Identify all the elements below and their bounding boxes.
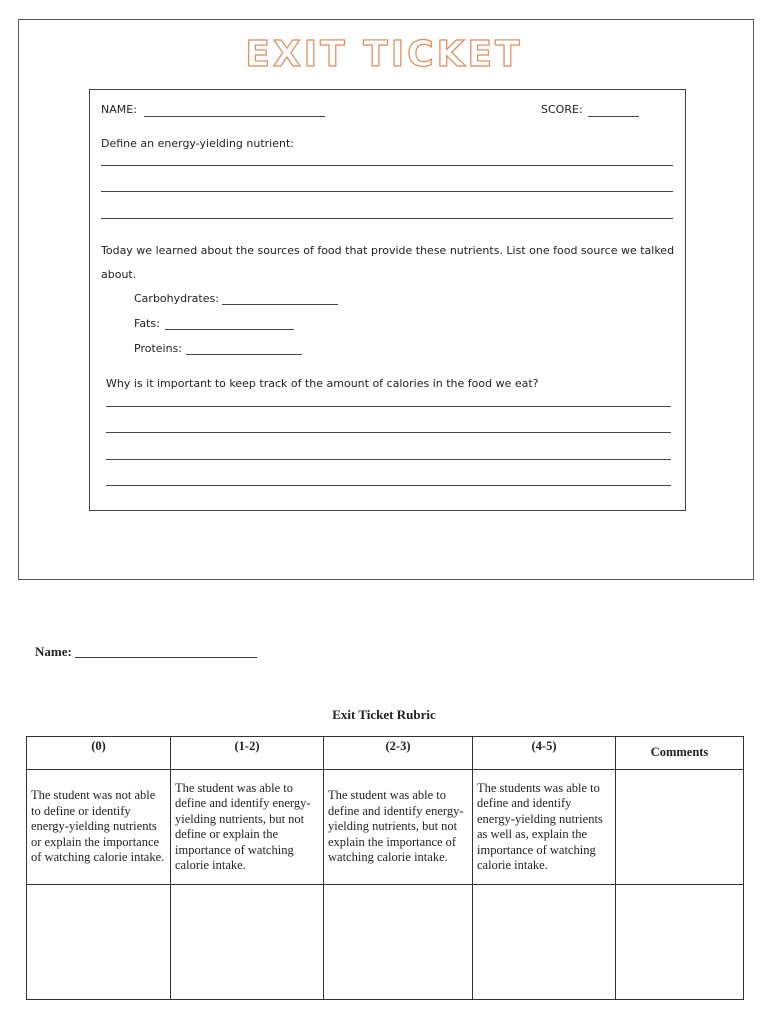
name-blank[interactable] — [144, 116, 325, 117]
carbohydrates-label: Carbohydrates: — [134, 292, 219, 305]
rubric-header-1-2: (1-2) — [171, 737, 324, 770]
define-prompt: Define an energy-yielding nutrient: — [101, 137, 294, 150]
rubric-score-cell-1-2[interactable] — [171, 885, 324, 1000]
rubric-title: Exit Ticket Rubric — [332, 707, 436, 722]
rubric-score-cell-4-5[interactable] — [473, 885, 616, 1000]
answer-line[interactable] — [106, 406, 671, 407]
name-label: NAME: — [101, 103, 137, 116]
exit-ticket-title: EXIT TICKET — [245, 34, 523, 75]
score-blank[interactable] — [588, 116, 639, 117]
rubric-score-row — [27, 885, 744, 1000]
rubric-cell-comments[interactable] — [616, 770, 744, 885]
rubric-header-2-3: (2-3) — [324, 737, 473, 770]
sources-prompt-line1: Today we learned about the sources of food that provide these nutrients. List one food source we talked — [101, 244, 675, 257]
proteins-blank[interactable] — [186, 354, 302, 355]
proteins-label: Proteins: — [134, 342, 182, 355]
fats-label: Fats: — [134, 317, 160, 330]
answer-line[interactable] — [106, 485, 671, 486]
answer-line[interactable] — [106, 459, 671, 460]
answer-line[interactable] — [101, 191, 673, 192]
carbohydrates-blank[interactable] — [222, 304, 338, 305]
exit-ticket-card — [89, 89, 686, 511]
fats-blank[interactable] — [165, 329, 294, 330]
rubric-table — [26, 736, 744, 1000]
sources-prompt-line2: about. — [101, 268, 137, 281]
rubric-cell-2-3: The student was able to define and identify energy-yielding nutrients, but not explain the importance of watching calorie intake. — [324, 770, 473, 885]
answer-line[interactable] — [106, 432, 671, 433]
rubric-header-4-5: (4-5) — [473, 737, 616, 770]
rubric-header-row — [27, 737, 744, 770]
rubric-cell-1-2: The student was able to define and identify energy-yielding nutrients, but not define or explain the importance of watching calorie intake. — [171, 770, 324, 885]
score-label: SCORE: — [541, 103, 583, 116]
calories-prompt: Why is it important to keep track of the amount of calories in the food we eat? — [106, 377, 539, 390]
rubric-description-row — [27, 770, 744, 885]
answer-line[interactable] — [101, 218, 673, 219]
rubric-header-comments: Comments — [616, 737, 744, 770]
rubric-header-0: (0) — [27, 737, 171, 770]
rubric-cell-4-5: The students was able to define and identify energy-yielding nutrients as well as, explain the importance of watching calorie intake. — [473, 770, 616, 885]
rubric-score-cell-0[interactable] — [27, 885, 171, 1000]
rubric-score-cell-2-3[interactable] — [324, 885, 473, 1000]
rubric-score-cell-comments[interactable] — [616, 885, 744, 1000]
rubric-cell-0: The student was not able to define or identify energy-yielding nutrients or explain the importance of watching calorie intake. — [27, 770, 171, 885]
answer-line[interactable] — [101, 165, 673, 166]
student-name-field[interactable] — [35, 644, 257, 660]
student-name-blank[interactable]: ____________________________ — [75, 644, 258, 659]
student-name-label: Name: — [35, 644, 72, 659]
